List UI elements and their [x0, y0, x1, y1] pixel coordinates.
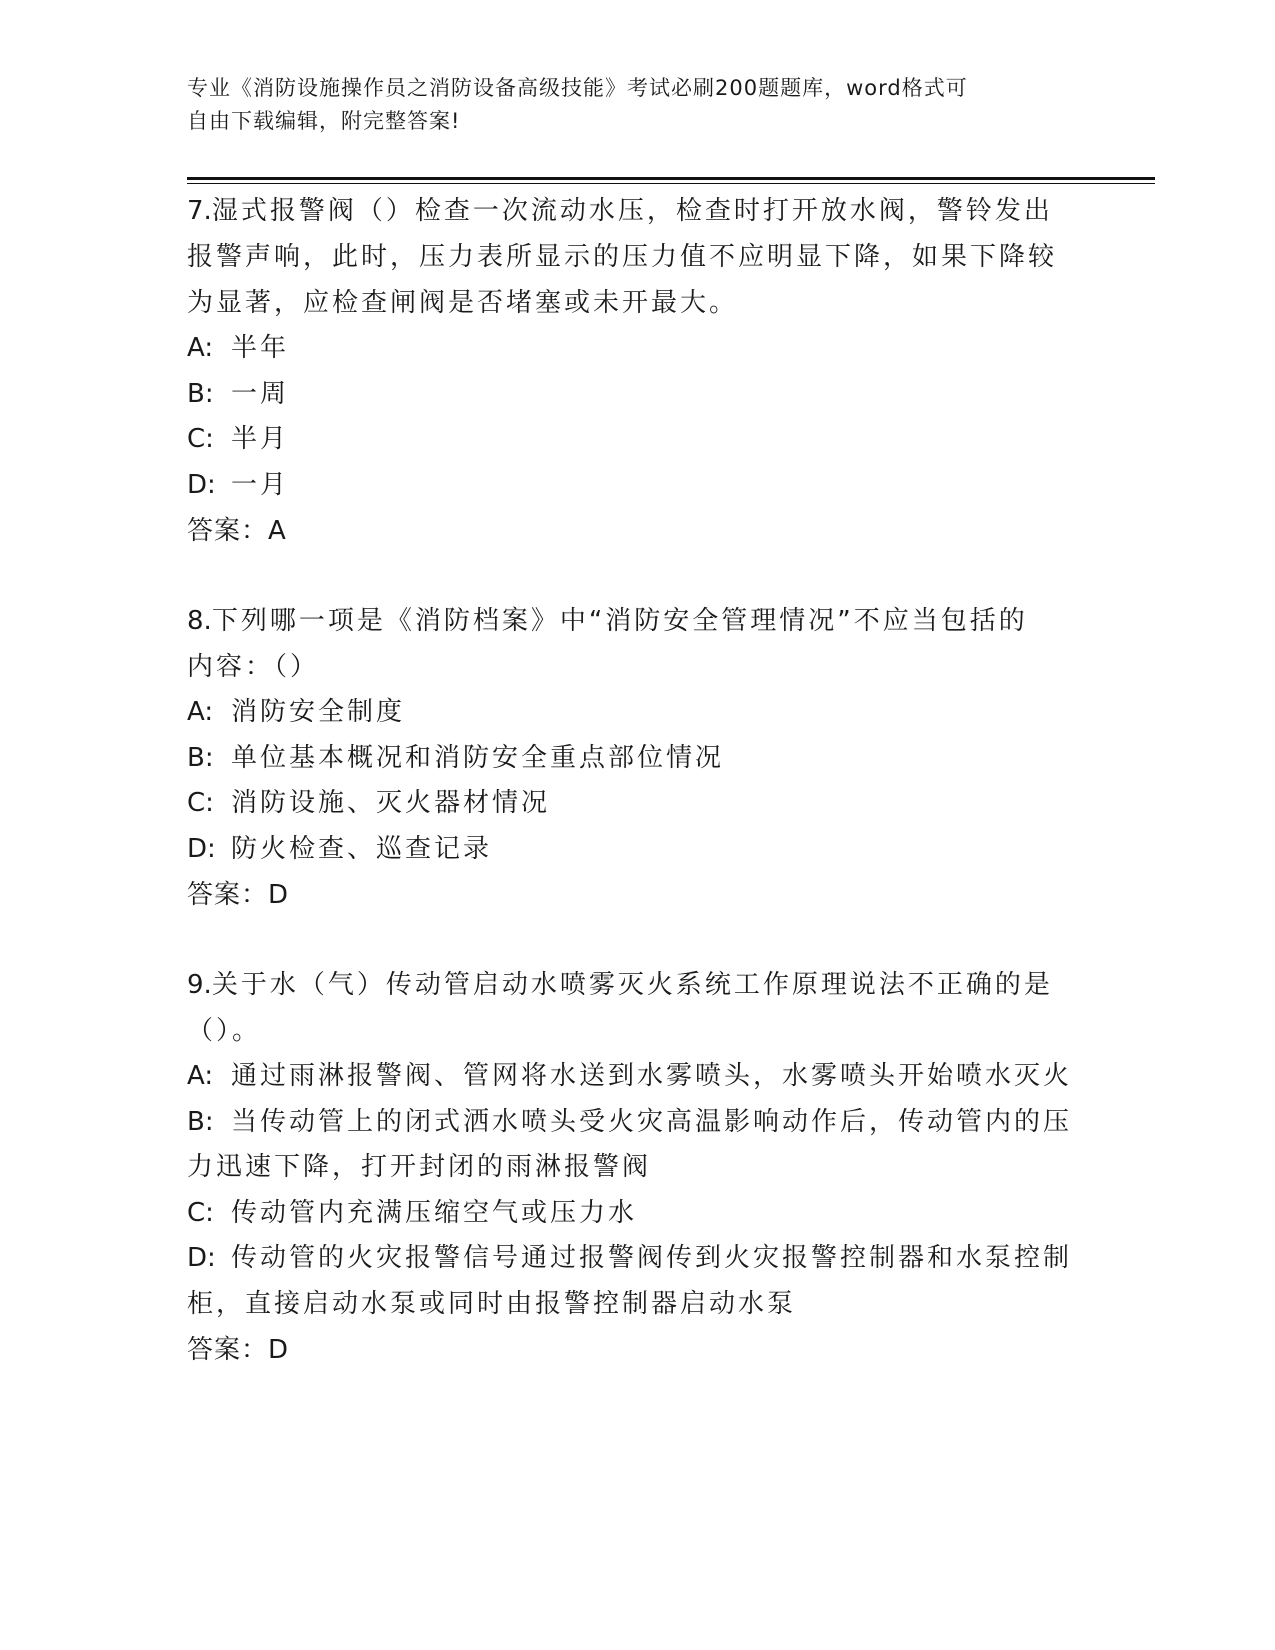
option-text: 传动管内充满压缩空气或压力水: [231, 1197, 638, 1228]
question-stem-line: 9.关于水（气）传动管启动水喷雾灭火系统工作原理说法不正确的是: [187, 970, 1053, 1000]
question-number: 8.: [187, 606, 212, 636]
question-spacer: [187, 554, 1087, 598]
option-letter: B:: [187, 378, 214, 409]
option-letter: D:: [187, 1243, 216, 1273]
option-text: 防火检查、巡查记录: [231, 833, 493, 864]
option-b: [187, 1100, 1087, 1146]
question-stem-line: 为显著，应检查闸阀是否堵塞或未开最大。: [187, 288, 739, 318]
option-text: 消防设施、灭火器材情况: [231, 788, 551, 818]
option-d: [187, 1236, 1087, 1282]
option-letter: C:: [187, 1197, 214, 1228]
question-stem-line: （）。: [187, 1016, 262, 1046]
option-d-continued: 柜，直接启动水泵或同时由报警控制器启动水泵: [187, 1288, 797, 1319]
option-a: [187, 690, 1087, 736]
question-number: 9.: [187, 970, 212, 1000]
option-c: [187, 1191, 1087, 1237]
option-letter: D:: [187, 833, 216, 864]
answer-line: 答案：D: [187, 1335, 290, 1365]
option-c: [187, 417, 1087, 463]
header-line-1: 专业《消防设施操作员之消防设备高级技能》考试必刷200题题库，word格式可: [187, 76, 968, 100]
question-stem: [187, 962, 1087, 1054]
option-b: [187, 736, 1087, 782]
question-8: [187, 598, 1087, 918]
question-stem-line: 8.下列哪一项是《消防档案》中“消防安全管理情况”不应当包括的: [187, 606, 1028, 636]
option-a: [187, 1054, 1087, 1100]
answer-line: 答案：D: [187, 880, 290, 910]
header-divider-thick: [187, 177, 1155, 180]
option-b: [187, 372, 1087, 418]
option-d: [187, 463, 1087, 509]
question-stem: [187, 598, 1087, 690]
option-text: 半月: [231, 424, 290, 454]
option-letter: C:: [187, 424, 214, 454]
question-7: [187, 188, 1087, 554]
option-letter: A:: [187, 697, 214, 727]
option-b-continued: 力迅速下降，打开封闭的雨淋报警阀: [187, 1152, 652, 1182]
option-text: 通过雨淋报警阀、管网将水送到水雾喷头，水雾喷头开始喷水灭火: [231, 1061, 1073, 1091]
header-line-2: 自由下载编辑，附完整答案!: [187, 109, 461, 133]
question-9: [187, 962, 1087, 1373]
option-letter: B:: [187, 1106, 214, 1137]
option-d: [187, 827, 1087, 873]
question-stem-line: 内容：（）: [187, 652, 320, 682]
document-header: [187, 72, 1087, 138]
question-number: 7.: [187, 196, 212, 226]
option-letter: C:: [187, 788, 214, 818]
option-text: 一周: [231, 378, 290, 409]
option-letter: A:: [187, 1061, 214, 1091]
question-stem-line: 报警声响，此时，压力表所显示的压力值不应明显下降，如果下降较: [187, 242, 1058, 272]
header-divider-thin: [187, 183, 1155, 184]
option-text: 消防安全制度: [231, 697, 406, 727]
option-c: [187, 781, 1087, 827]
option-letter: D:: [187, 469, 216, 500]
answer-line: 答案：A: [187, 516, 287, 546]
option-a: [187, 326, 1087, 372]
option-text: 半年: [231, 333, 290, 363]
option-text: 一月: [231, 469, 290, 500]
question-stem-line: 7.湿式报警阀（）检查一次流动水压，检查时打开放水阀，警铃发出: [187, 196, 1053, 226]
option-letter: A:: [187, 333, 214, 363]
option-text: 传动管的火灾报警信号通过报警阀传到火灾报警控制器和水泵控制: [231, 1243, 1073, 1273]
question-spacer: [187, 918, 1087, 962]
option-text: 当传动管上的闭式洒水喷头受火灾高温影响动作后，传动管内的压: [231, 1106, 1073, 1137]
option-text: 单位基本概况和消防安全重点部位情况: [231, 742, 725, 773]
question-stem: [187, 188, 1087, 326]
option-letter: B:: [187, 742, 214, 773]
questions-list: [187, 188, 1087, 1373]
